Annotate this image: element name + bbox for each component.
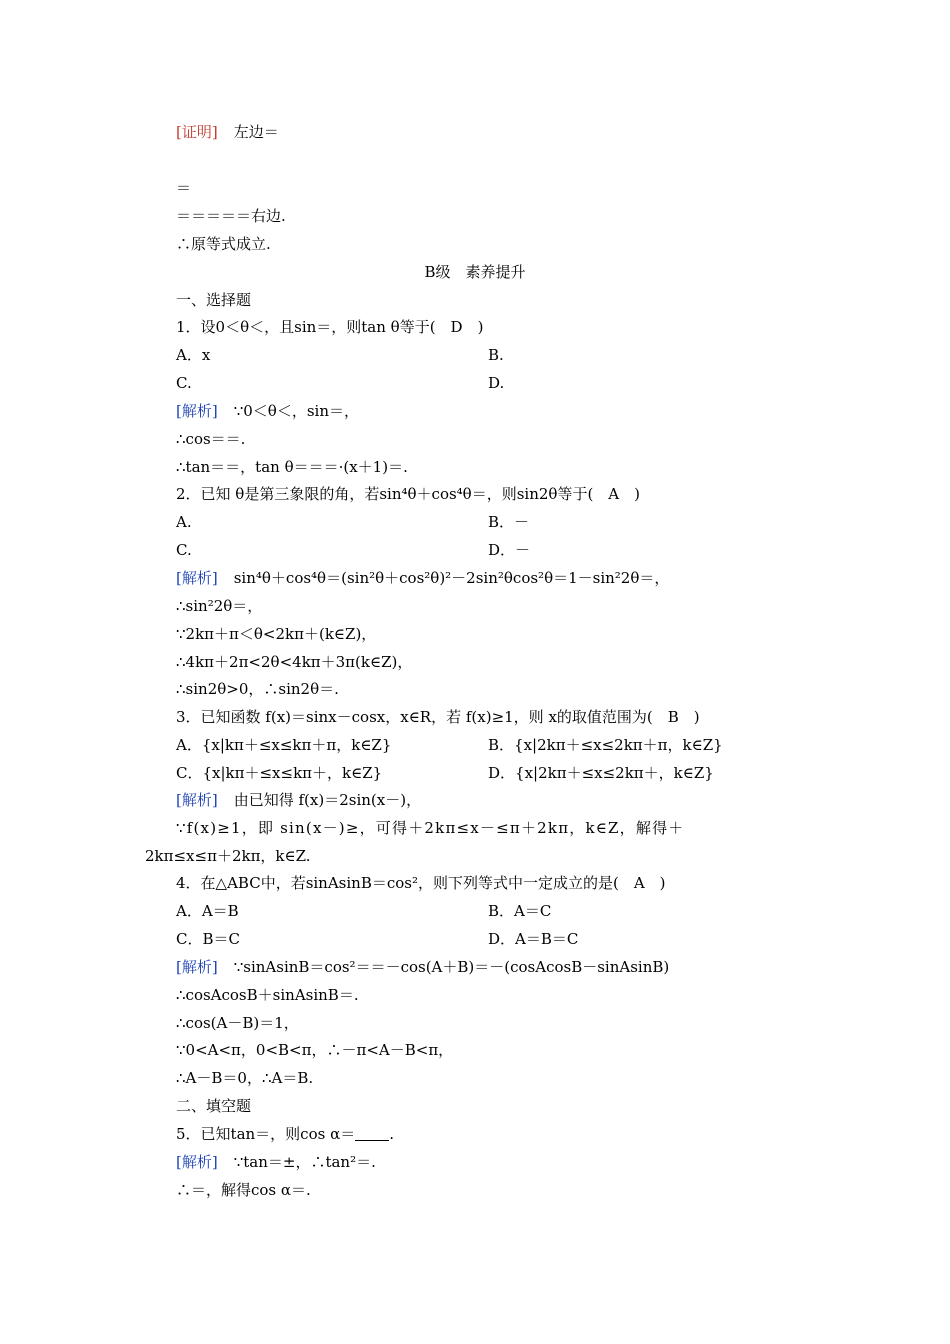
- analysis-text: ∵tan＝±，∴tan²＝.: [233, 1153, 376, 1171]
- question-3-option-c: C．{x|kπ＋≤x≤kπ＋，k∈Z}: [176, 764, 383, 782]
- proof-line-3: ＝＝＝＝＝右边.: [176, 207, 286, 225]
- question-2-step-5: ∴sin2θ>0，∴sin2θ＝.: [176, 680, 339, 698]
- question-5-text: 5．已知tan＝，则cos α＝: [176, 1125, 356, 1143]
- question-2-step-3: ∵2kπ＋π＜θ<2kπ＋(k∈Z)，: [176, 625, 377, 643]
- analysis-text: 由已知得 f(x)＝2sin(x－)，: [233, 791, 422, 809]
- question-4-stem: 4．在△ABC中，若sinAsinB＝cos²，则下列等式中一定成立的是( A ): [176, 874, 666, 892]
- part-title-choice: 一、选择题: [176, 291, 252, 309]
- proof-conclusion: ∴原等式成立.: [176, 235, 271, 253]
- question-2-step-4: ∴4kπ＋2π<2θ<4kπ＋3π(k∈Z)，: [176, 653, 413, 671]
- answer-blank: [355, 1126, 389, 1141]
- analysis-tag: [解析]: [176, 402, 218, 420]
- question-1-option-c: C.: [176, 374, 192, 392]
- question-4-option-a: A．A＝B: [176, 902, 239, 920]
- question-2-option-b: B．－: [488, 513, 530, 531]
- question-2-analysis: [176, 568, 669, 588]
- question-3-analysis: [176, 790, 421, 810]
- question-2-stem: 2．已知 θ是第三象限的角，若sin⁴θ＋cos⁴θ＝，则sin2θ等于( A ): [176, 485, 640, 503]
- question-1-stem: 1．设0＜θ＜，且sin＝，则tan θ等于( D ): [176, 318, 484, 336]
- proof-tag: [证明]: [176, 123, 218, 141]
- analysis-tag: [解析]: [176, 569, 218, 587]
- question-4-step-4: ∵0<A<π，0<B<π，∴－π<A－B<π，: [176, 1041, 454, 1059]
- proof-line-1: [176, 122, 279, 142]
- question-3-option-a: A．{x|kπ＋≤x≤kπ＋π，k∈Z}: [176, 736, 392, 754]
- question-4-step-2: ∴cosAcosB＋sinAsinB＝.: [176, 986, 359, 1004]
- question-5-analysis: [176, 1152, 376, 1172]
- question-3-option-d: D．{x|2kπ＋≤x≤2kπ＋，k∈Z}: [488, 764, 714, 782]
- question-1-option-a: A．x: [176, 346, 211, 364]
- question-5-stem: [176, 1124, 394, 1144]
- question-1-step-2: ∴cos＝＝.: [176, 430, 246, 448]
- question-3-step-2: ∵f(x)≥1，即 sin(x－)≥，可得＋2kπ≤x－≤π＋2kπ，k∈Z，解得＋: [176, 819, 685, 837]
- question-2-option-a: A.: [176, 513, 192, 531]
- proof-text: 左边＝: [233, 123, 279, 141]
- proof-line-2: ＝: [176, 179, 192, 197]
- question-4-option-d: D．A＝B＝C: [488, 930, 579, 948]
- question-3-option-b: B．{x|2kπ＋≤x≤2kπ＋π，k∈Z}: [488, 736, 723, 754]
- question-5-end: .: [389, 1125, 394, 1143]
- question-1-step-3: ∴tan＝＝，tan θ＝＝＝·(x＋1)＝.: [176, 458, 408, 476]
- question-3-step-3: 2kπ≤x≤π＋2kπ，k∈Z.: [145, 847, 311, 865]
- section-title: B级 素养提升: [424, 263, 526, 281]
- analysis-tag: [解析]: [176, 1153, 218, 1171]
- question-1-option-b: B.: [488, 346, 504, 364]
- analysis-tag: [解析]: [176, 791, 218, 809]
- question-3-stem: 3．已知函数 f(x)＝sinx－cosx，x∈R，若 f(x)≥1，则 x的取值范围为( B ): [176, 708, 700, 726]
- question-4-option-c: C．B＝C: [176, 930, 240, 948]
- analysis-tag: [解析]: [176, 958, 218, 976]
- question-4-analysis: [176, 957, 669, 977]
- question-2-step-2: ∴sin²2θ＝，: [176, 597, 263, 615]
- question-5-step-2: ∴＝，解得cos α＝.: [176, 1181, 311, 1199]
- part-title-fill: 二、填空题: [176, 1097, 252, 1115]
- question-2-option-d: D．－: [488, 541, 531, 559]
- analysis-text: sin⁴θ＋cos⁴θ＝(sin²θ＋cos²θ)²－2sin²θcos²θ＝1－sin²2θ＝，: [233, 569, 670, 587]
- question-1-option-d: D.: [488, 374, 505, 392]
- analysis-text: ∵0＜θ＜，sin＝，: [233, 402, 359, 420]
- analysis-text: ∵sinAsinB＝cos²＝＝－cos(A＋B)＝－(cosAcosB－sinAsinB): [233, 958, 670, 976]
- question-4-step-5: ∴A－B＝0，∴A＝B.: [176, 1069, 314, 1087]
- question-2-option-c: C.: [176, 541, 192, 559]
- question-1-analysis: [176, 401, 359, 421]
- question-4-option-b: B．A＝C: [488, 902, 552, 920]
- question-4-step-3: ∴cos(A－B)＝1，: [176, 1014, 299, 1032]
